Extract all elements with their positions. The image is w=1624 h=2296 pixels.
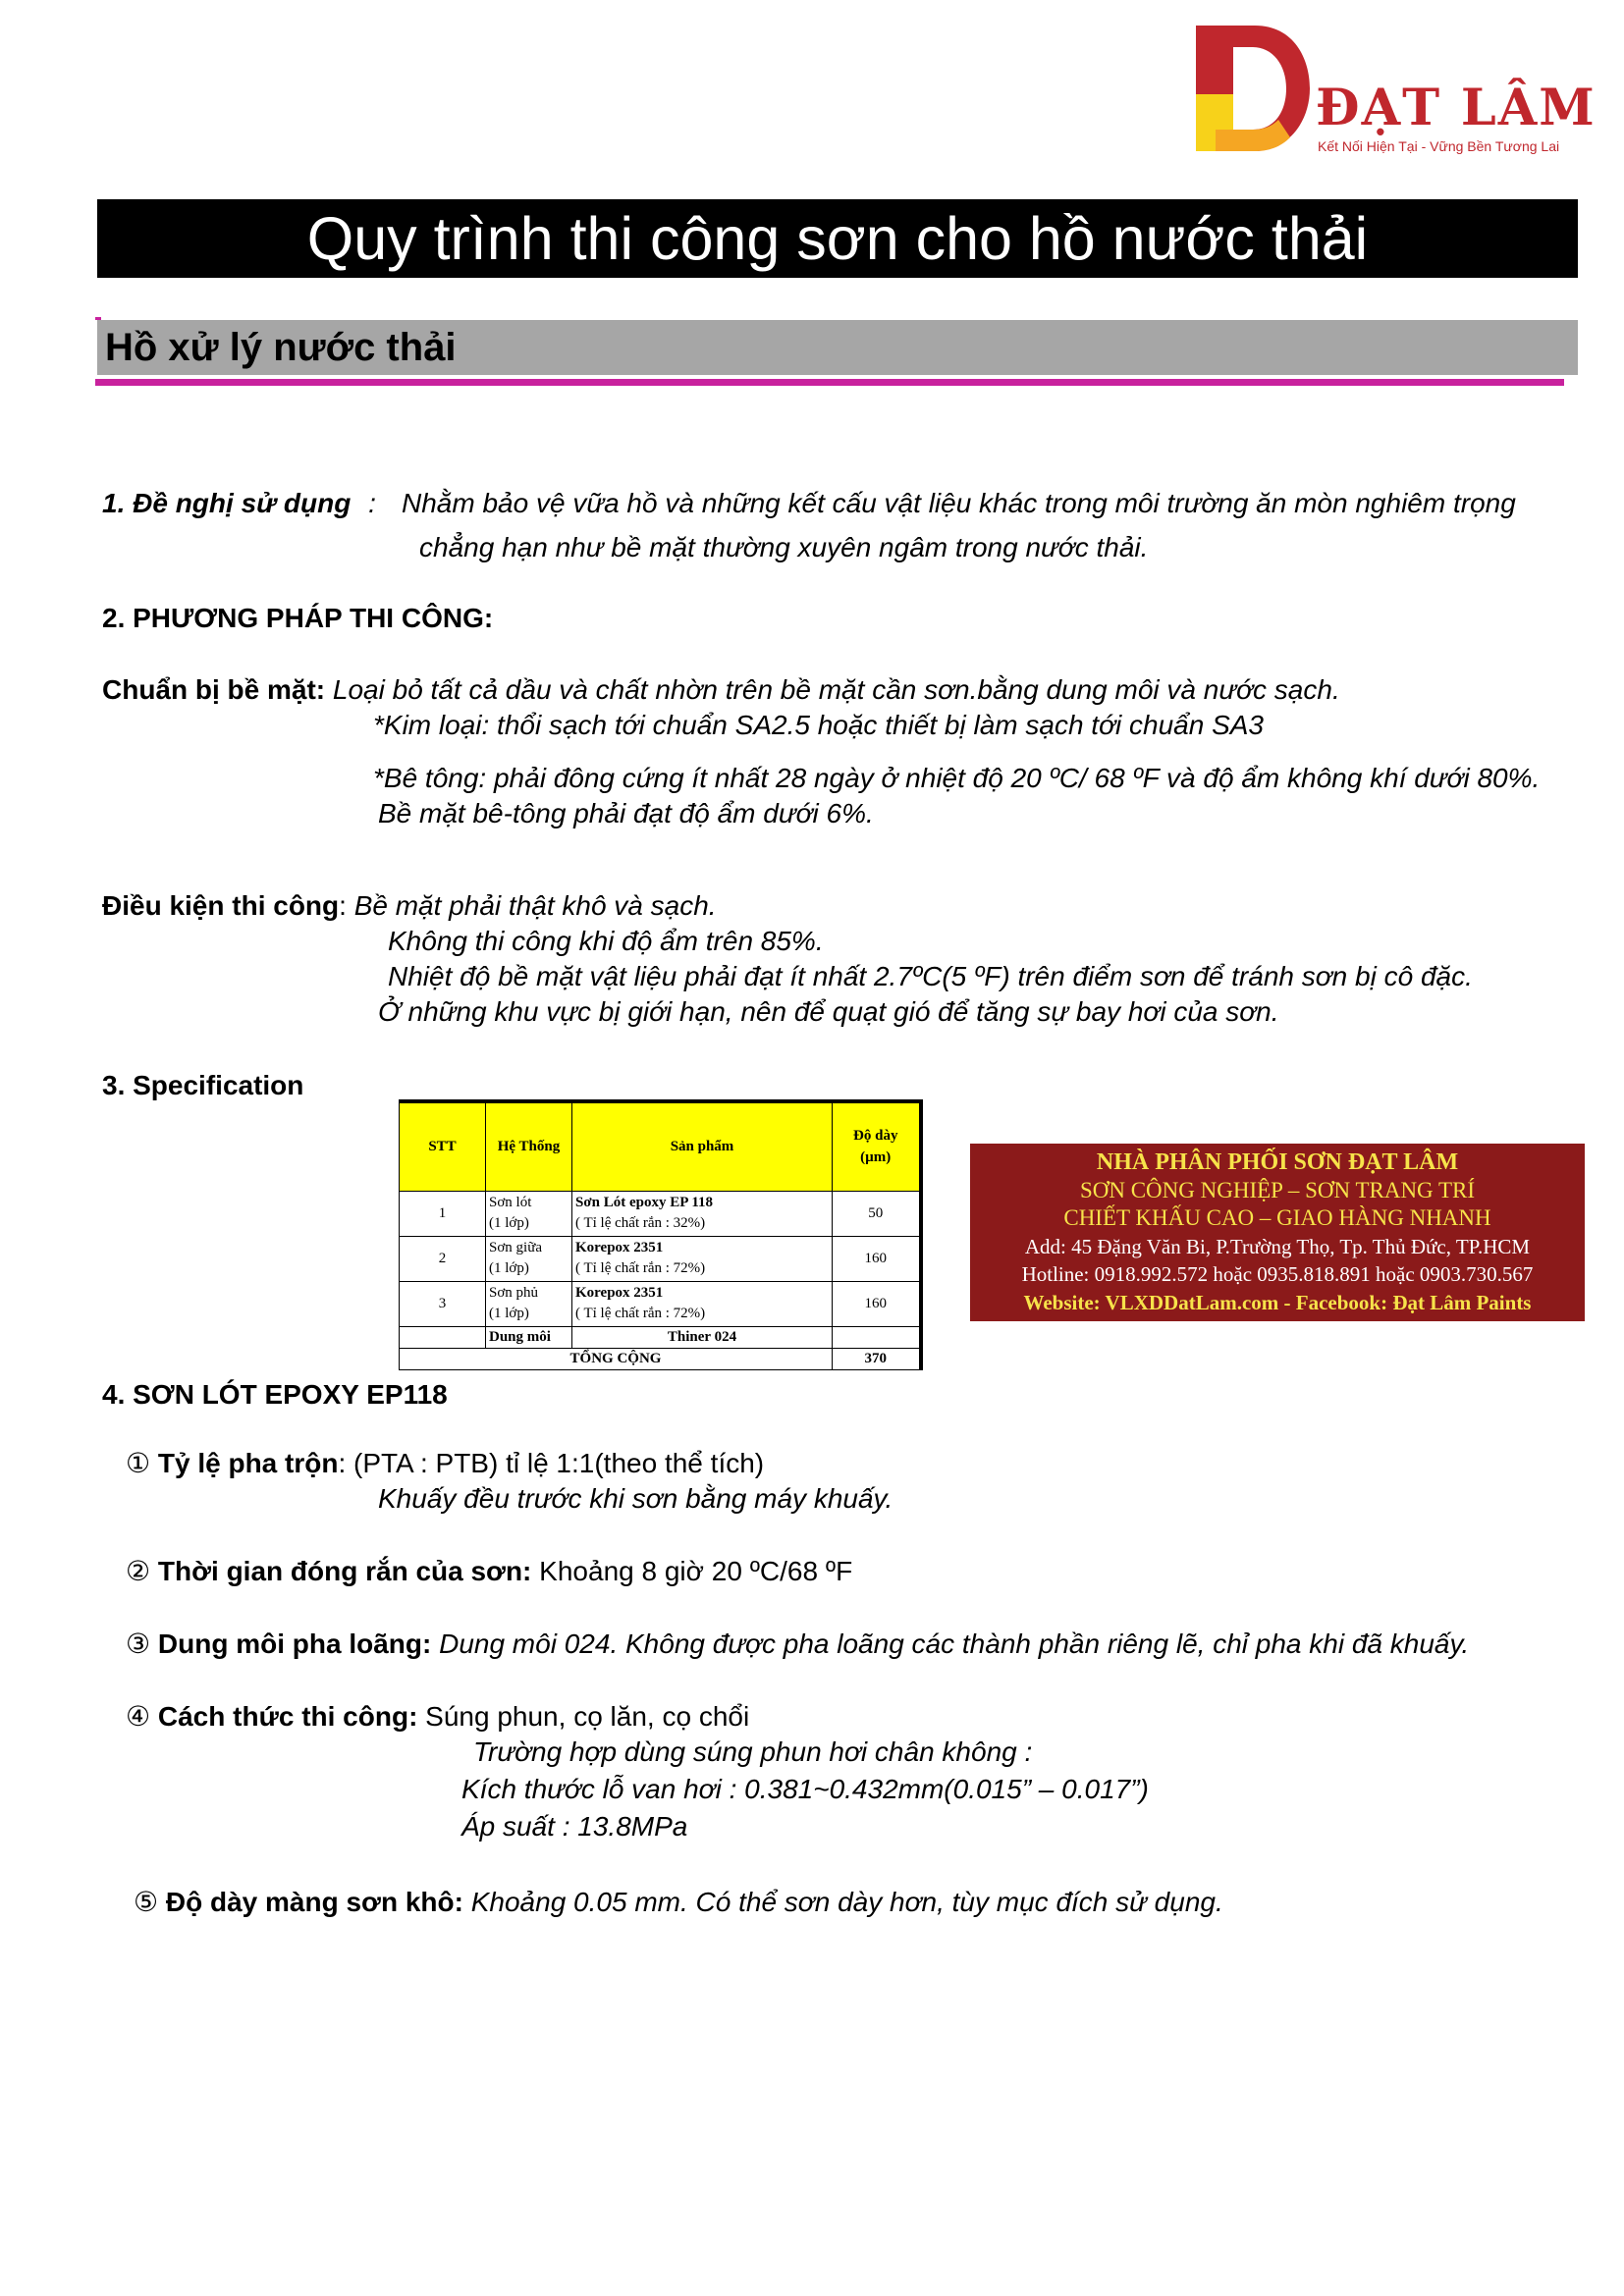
item5-row bbox=[134, 1885, 1223, 1920]
s1-row bbox=[102, 486, 376, 521]
distributor-name: NHÀ PHÂN PHỐI SƠN ĐẠT LÂM bbox=[1096, 1149, 1459, 1175]
item4-number: ④ bbox=[126, 1701, 151, 1732]
item2-label: Thời gian đóng rắn của sơn: bbox=[157, 1556, 532, 1586]
company-logo bbox=[1196, 22, 1597, 159]
row-product bbox=[572, 1281, 833, 1326]
row-system-coats: (1 lớp) bbox=[489, 1306, 529, 1321]
row-system bbox=[486, 1281, 572, 1326]
row-product-name: Korepox 2351 bbox=[575, 1240, 664, 1255]
row-system-name: Sơn lót bbox=[489, 1195, 532, 1210]
item4-row bbox=[126, 1699, 749, 1735]
item3-text-b: . Không được pha loãng các thành phần riêng lẽ, chỉ pha khi đã khuấy. bbox=[610, 1629, 1470, 1659]
section-underline bbox=[95, 379, 1564, 386]
distributor-products: SƠN CÔNG NGHIỆP – SƠN TRANG TRÍ bbox=[1079, 1177, 1476, 1202]
item1-number: ① bbox=[126, 1448, 151, 1478]
item1-label: Tỷ lệ pha trộn bbox=[157, 1448, 339, 1478]
page-title: Quy trình thi công sơn cho hồ nước thải bbox=[97, 199, 1578, 278]
total-value: 370 bbox=[833, 1348, 921, 1369]
item4-line4: Áp suất : 13.8MPa bbox=[461, 1811, 688, 1842]
row-system-name: Sơn giữa bbox=[489, 1240, 542, 1255]
row-system bbox=[486, 1191, 572, 1236]
cond-row bbox=[102, 888, 717, 924]
distributor-banner bbox=[970, 1144, 1585, 1321]
distributor-promo: CHIẾT KHẤU CAO – GIAO HÀNG NHANH bbox=[1063, 1205, 1491, 1230]
row-system-coats: (1 lớp) bbox=[489, 1215, 529, 1231]
item4-label: Cách thức thi công: bbox=[157, 1701, 418, 1732]
s4-heading: 4. SƠN LÓT EPOXY EP118 bbox=[102, 1379, 448, 1410]
row-system bbox=[486, 1236, 572, 1281]
item3-row bbox=[126, 1627, 1469, 1662]
cond-line4: Ở những khu vực bị giới hạn, nên để quạt gió để tăng sự bay hơi của sơn. bbox=[378, 996, 1279, 1027]
solvent-empty-cell bbox=[400, 1326, 486, 1348]
prep-row bbox=[102, 672, 1340, 708]
item4-line2: Trường hợp dùng súng phun hơi chân không : bbox=[473, 1736, 1033, 1767]
s1-line1: Nhằm bảo vệ vữa hồ và những kết cấu vật liệu khác trong môi trường ăn mòn nghiêm trọng bbox=[402, 488, 1516, 518]
row-thickness: 160 bbox=[833, 1281, 921, 1326]
row-product-name: Sơn Lót epoxy EP 118 bbox=[575, 1195, 714, 1210]
row-product bbox=[572, 1191, 833, 1236]
solvent-label: Dung môi bbox=[486, 1326, 572, 1348]
item5-label: Độ dày màng sơn khô: bbox=[165, 1887, 463, 1917]
s3-heading: 3. Specification bbox=[102, 1070, 304, 1100]
s1-sep: : bbox=[368, 488, 376, 518]
distributor-hotline: Hotline: 0918.992.572 hoặc 0935.818.891 hoặc 0903.730.567 bbox=[1021, 1262, 1534, 1286]
table-row bbox=[400, 1281, 921, 1326]
cond-line3: Nhiệt độ bề mặt vật liệu phải đạt ít nhất 2.7ºC(5 ºF) trên điểm sơn để tránh sơn bị cô đặc. bbox=[388, 961, 1473, 991]
solvent-value: Thiner 024 bbox=[572, 1326, 833, 1348]
prep-line3: *Bê tông: phải đông cứng ít nhất 28 ngày ở nhiệt độ 20 ºC/ 68 ºF và độ ẩm không khí dưới 80%. bbox=[373, 763, 1541, 793]
spec-table-header bbox=[400, 1101, 921, 1191]
header-thickness bbox=[833, 1101, 921, 1191]
solvent-row bbox=[400, 1326, 921, 1348]
item1-text: : (PTA : PTB) tỉ lệ 1:1(theo thể tích) bbox=[338, 1448, 765, 1478]
cond-sep: : bbox=[339, 890, 347, 921]
item5-number: ⑤ bbox=[134, 1887, 159, 1917]
prep-line4: Bề mặt bê-tông phải đạt độ ẩm dưới 6%. bbox=[378, 798, 874, 828]
row-product bbox=[572, 1236, 833, 1281]
table-row bbox=[400, 1236, 921, 1281]
row-system-name: Sơn phủ bbox=[489, 1285, 539, 1301]
row-thickness: 160 bbox=[833, 1236, 921, 1281]
total-row bbox=[400, 1348, 921, 1369]
row-stt: 2 bbox=[400, 1236, 486, 1281]
item5-text: Khoảng 0.05 mm. Có thể sơn dày hơn, tùy mục đích sử dụng. bbox=[470, 1887, 1223, 1917]
row-product-solids: ( Tỉ lệ chất rắn : 72%) bbox=[575, 1260, 706, 1276]
total-label: TỔNG CỘNG bbox=[400, 1348, 833, 1369]
header-product: Sản phẩm bbox=[572, 1101, 833, 1191]
cond-label: Điều kiện thi công bbox=[102, 890, 340, 921]
s2-heading: 2. PHƯƠNG PHÁP THI CÔNG: bbox=[102, 603, 494, 633]
cond-line1: Bề mặt phải thật khô và sạch. bbox=[353, 890, 717, 921]
logo-mark-icon bbox=[1196, 22, 1314, 159]
header-thickness-unit: (µm) bbox=[860, 1149, 892, 1166]
row-thickness: 50 bbox=[833, 1191, 921, 1236]
item1-row bbox=[126, 1446, 764, 1481]
cond-line2: Không thi công khi độ ẩm trên 85%. bbox=[388, 926, 824, 956]
distributor-website: Website: VLXDDatLam.com - Facebook: Đạt Lâm Paints bbox=[1023, 1290, 1532, 1314]
item1-line2: Khuấy đều trước khi sơn bằng máy khuấy. bbox=[378, 1483, 893, 1514]
row-system-coats: (1 lớp) bbox=[489, 1260, 529, 1276]
item3-text-a: Dung môi 024 bbox=[439, 1629, 611, 1659]
solvent-thickness-cell bbox=[833, 1326, 921, 1348]
header-system: Hệ Thống bbox=[486, 1101, 572, 1191]
s1-heading: 1. Đề nghị sử dụng bbox=[102, 488, 352, 518]
row-product-solids: ( Tỉ lệ chất rắn : 72%) bbox=[575, 1306, 706, 1321]
row-stt: 1 bbox=[400, 1191, 486, 1236]
prep-label: Chuẩn bị bề mặt: bbox=[102, 674, 326, 705]
spec-table bbox=[399, 1099, 923, 1370]
table-row bbox=[400, 1191, 921, 1236]
row-stt: 3 bbox=[400, 1281, 486, 1326]
header-thickness-label: Độ dày bbox=[853, 1128, 898, 1145]
item2-row bbox=[126, 1554, 852, 1589]
distributor-address: Add: 45 Đặng Văn Bi, P.Trường Thọ, Tp. Thủ Đức, TP.HCM bbox=[1024, 1234, 1531, 1258]
row-product-name: Korepox 2351 bbox=[575, 1285, 664, 1301]
logo-brand-name: ĐẠT LÂM bbox=[1316, 79, 1597, 137]
item4-line3: Kích thước lỗ van hơi : 0.381~0.432mm(0.015” – 0.017”) bbox=[461, 1774, 1149, 1804]
section-header: Hồ xử lý nước thải bbox=[97, 320, 1578, 375]
item2-number: ② bbox=[126, 1556, 151, 1586]
item4-text: Súng phun, cọ lăn, cọ chổi bbox=[425, 1701, 750, 1732]
item3-label: Dung môi pha loãng: bbox=[157, 1629, 432, 1659]
item2-text: Khoảng 8 giờ 20 ºC/68 ºF bbox=[539, 1556, 853, 1586]
item3-number: ③ bbox=[126, 1629, 151, 1659]
logo-slogan: Kết Nối Hiện Tại - Vững Bền Tương Lai bbox=[1318, 138, 1560, 154]
row-product-solids: ( Tỉ lệ chất rắn : 32%) bbox=[575, 1215, 706, 1231]
header-stt: STT bbox=[400, 1101, 486, 1191]
prep-line2: *Kim loại: thổi sạch tới chuẩn SA2.5 hoặc thiết bị làm sạch tới chuẩn SA3 bbox=[373, 710, 1265, 740]
prep-line1: Loại bỏ tất cả dầu và chất nhờn trên bề mặt cần sơn.bằng dung môi và nước sạch. bbox=[332, 674, 1340, 705]
s1-line2: chẳng hạn như bề mặt thường xuyên ngâm trong nước thải. bbox=[419, 532, 1149, 562]
